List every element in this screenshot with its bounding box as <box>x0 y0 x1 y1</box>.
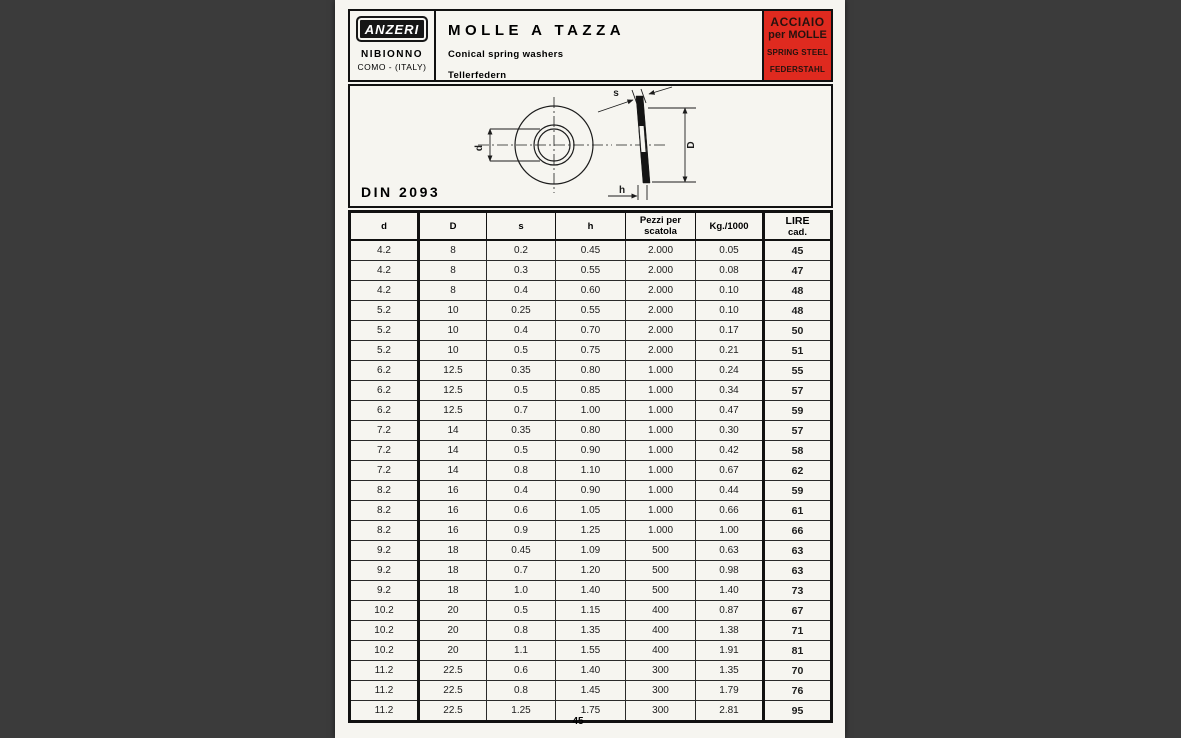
table-cell-D: 12.5 <box>419 361 487 381</box>
table-cell-h: 1.75 <box>556 701 626 722</box>
table-cell-kg: 0.63 <box>696 541 764 561</box>
table-row <box>350 240 832 261</box>
table-cell-D: 10 <box>419 341 487 361</box>
table-cell-D: 8 <box>419 281 487 301</box>
page-number: 45 <box>572 716 584 727</box>
table-cell-D: 22.5 <box>419 681 487 701</box>
col-header-d: d <box>350 212 419 241</box>
table-cell-D: 14 <box>419 461 487 481</box>
table-row <box>350 461 832 481</box>
table-cell-s: 0.8 <box>487 681 556 701</box>
table-cell-s: 0.8 <box>487 621 556 641</box>
table-row <box>350 381 832 401</box>
table-cell-kg: 0.67 <box>696 461 764 481</box>
catalog-page <box>335 0 845 738</box>
table-cell-lire: 59 <box>764 481 832 501</box>
table-cell-d: 11.2 <box>350 701 419 722</box>
table-cell-s: 0.6 <box>487 501 556 521</box>
technical-drawing <box>348 84 833 208</box>
table-cell-h: 1.05 <box>556 501 626 521</box>
table-row <box>350 621 832 641</box>
table-cell-pezzi: 300 <box>626 681 696 701</box>
table-cell-h: 0.55 <box>556 301 626 321</box>
spec-table-body <box>350 240 832 722</box>
table-row <box>350 481 832 501</box>
table-cell-kg: 1.40 <box>696 581 764 601</box>
table-cell-s: 0.4 <box>487 281 556 301</box>
table-cell-pezzi: 500 <box>626 541 696 561</box>
col-header-pezzi: Pezzi per scatola <box>626 212 696 241</box>
label-h: h <box>618 185 626 196</box>
table-cell-s: 1.25 <box>487 701 556 722</box>
table-cell-s: 1.1 <box>487 641 556 661</box>
table-cell-h: 0.60 <box>556 281 626 301</box>
table-cell-s: 0.3 <box>487 261 556 281</box>
table-cell-D: 8 <box>419 261 487 281</box>
col-header-s: s <box>487 212 556 241</box>
col-header-kg: Kg./1000 <box>696 212 764 241</box>
badge-line-acciaio: ACCIAIO <box>770 15 825 29</box>
table-row <box>350 321 832 341</box>
table-cell-h: 0.80 <box>556 361 626 381</box>
table-cell-lire: 48 <box>764 301 832 321</box>
table-row <box>350 441 832 461</box>
table-cell-h: 0.85 <box>556 381 626 401</box>
table-cell-s: 0.2 <box>487 240 556 261</box>
table-cell-D: 16 <box>419 521 487 541</box>
table-cell-kg: 0.87 <box>696 601 764 621</box>
table-cell-s: 0.45 <box>487 541 556 561</box>
table-cell-h: 0.80 <box>556 421 626 441</box>
table-cell-kg: 0.30 <box>696 421 764 441</box>
table-cell-kg: 1.38 <box>696 621 764 641</box>
title-cell <box>436 11 762 80</box>
table-cell-lire: 57 <box>764 421 832 441</box>
table-cell-D: 18 <box>419 541 487 561</box>
table-cell-kg: 0.24 <box>696 361 764 381</box>
table-cell-d: 4.2 <box>350 261 419 281</box>
table-cell-s: 0.7 <box>487 401 556 421</box>
table-cell-h: 1.40 <box>556 581 626 601</box>
table-cell-d: 11.2 <box>350 681 419 701</box>
table-cell-D: 18 <box>419 581 487 601</box>
table-cell-d: 10.2 <box>350 621 419 641</box>
table-cell-kg: 1.35 <box>696 661 764 681</box>
table-cell-h: 0.90 <box>556 441 626 461</box>
table-cell-d: 6.2 <box>350 401 419 421</box>
table-cell-s: 0.25 <box>487 301 556 321</box>
table-cell-h: 1.40 <box>556 661 626 681</box>
washer-size-table <box>348 210 833 723</box>
logo-cell <box>350 11 436 80</box>
table-cell-kg: 0.10 <box>696 301 764 321</box>
table-cell-h: 0.55 <box>556 261 626 281</box>
table-cell-d: 5.2 <box>350 301 419 321</box>
table-cell-h: 0.90 <box>556 481 626 501</box>
table-cell-s: 0.5 <box>487 601 556 621</box>
table-cell-lire: 50 <box>764 321 832 341</box>
badge-line-spring-steel: SPRING STEEL <box>766 48 829 57</box>
table-cell-kg: 1.91 <box>696 641 764 661</box>
table-cell-D: 10 <box>419 301 487 321</box>
table-cell-pezzi: 500 <box>626 581 696 601</box>
table-row <box>350 361 832 381</box>
table-cell-pezzi: 1.000 <box>626 421 696 441</box>
table-cell-s: 0.5 <box>487 441 556 461</box>
table-cell-pezzi: 400 <box>626 621 696 641</box>
table-header <box>350 212 832 241</box>
label-d: d <box>474 144 485 152</box>
table-cell-s: 0.35 <box>487 361 556 381</box>
table-cell-kg: 0.47 <box>696 401 764 421</box>
table-row <box>350 581 832 601</box>
table-cell-pezzi: 300 <box>626 661 696 681</box>
table-cell-d: 9.2 <box>350 541 419 561</box>
anzeri-logo <box>356 16 428 42</box>
logo-brand-text: ANZERI <box>364 21 420 37</box>
table-cell-lire: 62 <box>764 461 832 481</box>
table-cell-kg: 1.00 <box>696 521 764 541</box>
table-row <box>350 501 832 521</box>
table-cell-pezzi: 1.000 <box>626 401 696 421</box>
table-row <box>350 601 832 621</box>
col-header-D: D <box>419 212 487 241</box>
subtitle-english: Conical spring washers <box>448 49 564 60</box>
table-cell-h: 1.45 <box>556 681 626 701</box>
table-cell-kg: 0.98 <box>696 561 764 581</box>
table-row <box>350 641 832 661</box>
table-cell-D: 12.5 <box>419 381 487 401</box>
col-header-h: h <box>556 212 626 241</box>
table-cell-d: 4.2 <box>350 281 419 301</box>
table-cell-h: 1.20 <box>556 561 626 581</box>
table-cell-pezzi: 1.000 <box>626 521 696 541</box>
table-cell-s: 0.4 <box>487 481 556 501</box>
table-cell-kg: 2.81 <box>696 701 764 722</box>
table-cell-lire: 66 <box>764 521 832 541</box>
table-cell-pezzi: 2.000 <box>626 301 696 321</box>
table-cell-D: 20 <box>419 601 487 621</box>
table-cell-pezzi: 1.000 <box>626 501 696 521</box>
table-cell-h: 1.09 <box>556 541 626 561</box>
table-cell-pezzi: 1.000 <box>626 481 696 501</box>
table-cell-d: 10.2 <box>350 601 419 621</box>
table-cell-D: 14 <box>419 441 487 461</box>
table-cell-s: 0.35 <box>487 421 556 441</box>
table-cell-d: 9.2 <box>350 581 419 601</box>
table-cell-pezzi: 2.000 <box>626 341 696 361</box>
table-cell-D: 10 <box>419 321 487 341</box>
table-cell-pezzi: 2.000 <box>626 261 696 281</box>
table-cell-d: 6.2 <box>350 361 419 381</box>
table-cell-pezzi: 1.000 <box>626 361 696 381</box>
table-cell-d: 7.2 <box>350 441 419 461</box>
table-cell-kg: 0.44 <box>696 481 764 501</box>
logo-town: NIBIONNO <box>361 49 423 60</box>
table-row <box>350 301 832 321</box>
col-header-lire: LIRE cad. <box>764 212 832 241</box>
table-cell-d: 9.2 <box>350 561 419 581</box>
table-cell-h: 0.45 <box>556 240 626 261</box>
table-cell-D: 12.5 <box>419 401 487 421</box>
table-cell-kg: 0.42 <box>696 441 764 461</box>
table-cell-lire: 57 <box>764 381 832 401</box>
table-cell-lire: 48 <box>764 281 832 301</box>
table-row <box>350 341 832 361</box>
table-row <box>350 661 832 681</box>
table-cell-s: 0.8 <box>487 461 556 481</box>
table-cell-d: 8.2 <box>350 481 419 501</box>
table-cell-pezzi: 1.000 <box>626 381 696 401</box>
table-cell-kg: 0.08 <box>696 261 764 281</box>
table-cell-s: 0.7 <box>487 561 556 581</box>
table-cell-s: 0.6 <box>487 661 556 681</box>
header <box>348 9 833 82</box>
table-cell-d: 10.2 <box>350 641 419 661</box>
table-cell-d: 8.2 <box>350 501 419 521</box>
table-cell-d: 4.2 <box>350 240 419 261</box>
table-row <box>350 401 832 421</box>
table-cell-s: 0.5 <box>487 341 556 361</box>
table-row <box>350 561 832 581</box>
table-cell-d: 6.2 <box>350 381 419 401</box>
badge-line-per-molle: per MOLLE <box>768 29 827 41</box>
logo-province: COMO - (ITALY) <box>357 62 427 72</box>
table-cell-lire: 95 <box>764 701 832 722</box>
table-cell-s: 1.0 <box>487 581 556 601</box>
table-cell-h: 1.15 <box>556 601 626 621</box>
table-cell-kg: 0.05 <box>696 240 764 261</box>
table-cell-pezzi: 1.000 <box>626 441 696 461</box>
table-cell-h: 0.70 <box>556 321 626 341</box>
table-row <box>350 281 832 301</box>
table-cell-D: 16 <box>419 481 487 501</box>
table-cell-pezzi: 500 <box>626 561 696 581</box>
table-cell-lire: 58 <box>764 441 832 461</box>
table-cell-D: 8 <box>419 240 487 261</box>
table-cell-h: 1.00 <box>556 401 626 421</box>
table-cell-lire: 71 <box>764 621 832 641</box>
table-cell-lire: 55 <box>764 361 832 381</box>
spec-table <box>348 210 833 717</box>
table-cell-lire: 63 <box>764 561 832 581</box>
table-cell-h: 1.35 <box>556 621 626 641</box>
din-standard-label: DIN 2093 <box>361 184 441 200</box>
table-cell-D: 20 <box>419 621 487 641</box>
table-cell-pezzi: 2.000 <box>626 240 696 261</box>
material-badge <box>762 11 831 80</box>
table-cell-d: 11.2 <box>350 661 419 681</box>
table-cell-pezzi: 2.000 <box>626 281 696 301</box>
table-cell-pezzi: 300 <box>626 701 696 722</box>
table-cell-lire: 59 <box>764 401 832 421</box>
table-row <box>350 521 832 541</box>
table-cell-d: 5.2 <box>350 341 419 361</box>
table-cell-d: 5.2 <box>350 321 419 341</box>
table-cell-lire: 73 <box>764 581 832 601</box>
table-cell-pezzi: 400 <box>626 601 696 621</box>
side-view <box>636 96 650 183</box>
table-cell-lire: 61 <box>764 501 832 521</box>
table-cell-pezzi: 400 <box>626 641 696 661</box>
dimension-h <box>608 185 647 200</box>
header-row <box>350 212 832 241</box>
table-cell-s: 0.9 <box>487 521 556 541</box>
table-cell-D: 20 <box>419 641 487 661</box>
table-cell-kg: 1.79 <box>696 681 764 701</box>
table-cell-pezzi: 2.000 <box>626 321 696 341</box>
table-cell-s: 0.4 <box>487 321 556 341</box>
table-cell-kg: 0.21 <box>696 341 764 361</box>
table-cell-kg: 0.17 <box>696 321 764 341</box>
label-D: D <box>686 141 697 149</box>
table-cell-lire: 76 <box>764 681 832 701</box>
table-cell-lire: 47 <box>764 261 832 281</box>
table-cell-h: 1.25 <box>556 521 626 541</box>
table-cell-D: 18 <box>419 561 487 581</box>
table-cell-h: 1.10 <box>556 461 626 481</box>
table-row <box>350 421 832 441</box>
table-cell-kg: 0.34 <box>696 381 764 401</box>
table-cell-s: 0.5 <box>487 381 556 401</box>
table-cell-lire: 45 <box>764 240 832 261</box>
table-cell-D: 22.5 <box>419 661 487 681</box>
table-cell-h: 1.55 <box>556 641 626 661</box>
table-cell-lire: 51 <box>764 341 832 361</box>
badge-line-federstahl: FEDERSTAHL <box>769 65 826 74</box>
table-cell-kg: 0.10 <box>696 281 764 301</box>
table-cell-D: 14 <box>419 421 487 441</box>
table-cell-d: 8.2 <box>350 521 419 541</box>
table-cell-lire: 70 <box>764 661 832 681</box>
table-cell-kg: 0.66 <box>696 501 764 521</box>
table-cell-D: 22.5 <box>419 701 487 722</box>
table-cell-d: 7.2 <box>350 461 419 481</box>
table-row <box>350 261 832 281</box>
table-cell-D: 16 <box>419 501 487 521</box>
label-s: s <box>613 88 619 99</box>
table-row <box>350 541 832 561</box>
table-cell-lire: 63 <box>764 541 832 561</box>
table-cell-lire: 67 <box>764 601 832 621</box>
page-title: MOLLE A TAZZA <box>448 22 626 39</box>
table-cell-pezzi: 1.000 <box>626 461 696 481</box>
subtitle-german: Tellerfedern <box>448 70 507 81</box>
table-cell-lire: 81 <box>764 641 832 661</box>
table-row <box>350 681 832 701</box>
table-cell-d: 7.2 <box>350 421 419 441</box>
table-cell-h: 0.75 <box>556 341 626 361</box>
